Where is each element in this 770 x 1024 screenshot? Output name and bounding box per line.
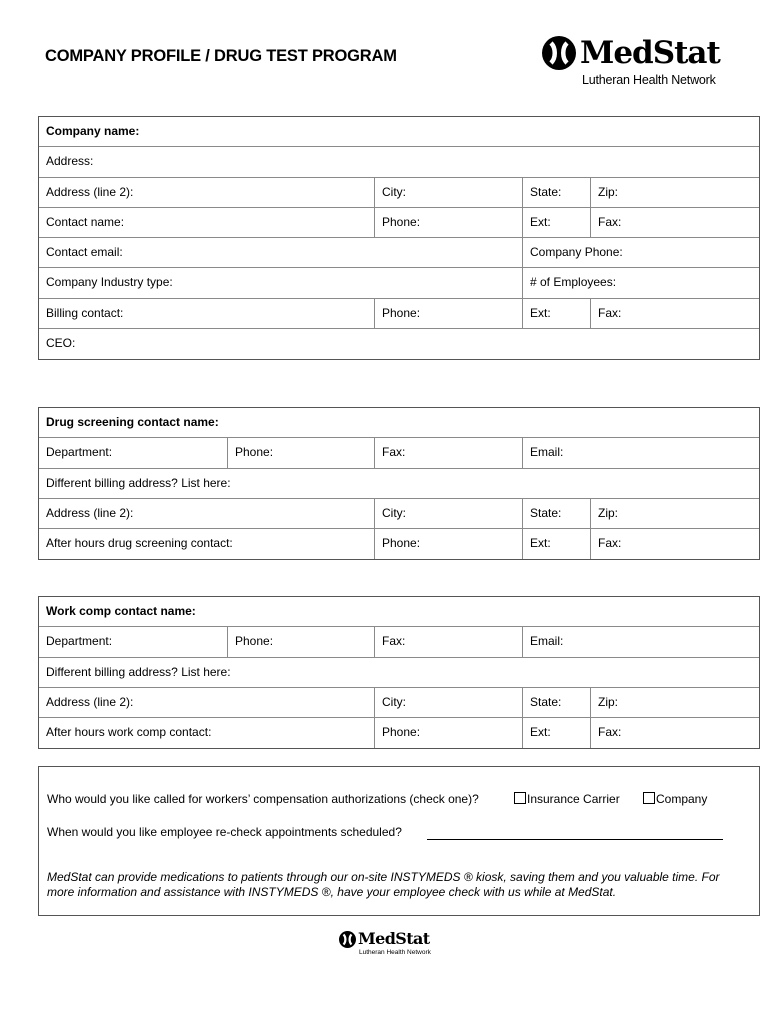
row-drug-billing bbox=[39, 469, 759, 499]
company-option[interactable] bbox=[643, 792, 707, 806]
company-checkbox[interactable] bbox=[643, 792, 655, 804]
work-comp-section bbox=[38, 596, 760, 749]
drug-zip-field[interactable]: Zip: bbox=[590, 499, 759, 528]
fax-field[interactable]: Fax: bbox=[590, 208, 759, 237]
industry-field[interactable]: Company Industry type: bbox=[46, 275, 173, 290]
drug-ah-phone-field[interactable]: Phone: bbox=[374, 529, 522, 559]
row-ceo bbox=[39, 329, 759, 359]
drug-department-field[interactable]: Department: bbox=[46, 445, 113, 460]
drug-ah-fax-field[interactable]: Fax: bbox=[590, 529, 759, 559]
medstat-logo bbox=[540, 34, 730, 90]
drug-after-hours-field[interactable]: After hours drug screening contact: bbox=[46, 536, 233, 551]
wc-billing-field[interactable]: Different billing address? List here: bbox=[46, 664, 231, 679]
wc-fax-field[interactable]: Fax: bbox=[374, 627, 522, 656]
ceo-field[interactable]: CEO: bbox=[46, 336, 76, 351]
company-section bbox=[38, 116, 760, 360]
recheck-question: When would you like employee re-check appointments scheduled? bbox=[47, 825, 402, 839]
insurance-carrier-label: Insurance Carrier bbox=[527, 792, 620, 806]
city-field[interactable]: City: bbox=[374, 178, 522, 207]
billing-contact-field[interactable]: Billing contact: bbox=[46, 305, 124, 320]
row-drug-address2 bbox=[39, 499, 759, 529]
company-name-field[interactable]: Company name: bbox=[46, 124, 140, 138]
logo-subtitle: Lutheran Health Network bbox=[582, 73, 716, 87]
row-industry bbox=[39, 268, 759, 298]
wc-state-field[interactable]: State: bbox=[522, 688, 590, 717]
footer-logo-subtitle: Lutheran Health Network bbox=[359, 949, 431, 956]
state-field[interactable]: State: bbox=[522, 178, 590, 207]
wc-ah-fax-field[interactable]: Fax: bbox=[590, 718, 759, 748]
company-label: Company bbox=[656, 792, 708, 806]
zip-field[interactable]: Zip: bbox=[590, 178, 759, 207]
drug-contact-name-field[interactable]: Drug screening contact name: bbox=[46, 415, 219, 429]
drug-state-field[interactable]: State: bbox=[522, 499, 590, 528]
page-title: COMPANY PROFILE / DRUG TEST PROGRAM bbox=[45, 47, 397, 65]
authorization-question: Who would you like called for workers’ compensation authorizations (check one)? bbox=[47, 792, 479, 806]
wc-ah-phone-field[interactable]: Phone: bbox=[374, 718, 522, 748]
wc-contact-name-field[interactable]: Work comp contact name: bbox=[46, 604, 196, 618]
footer-logo-wordmark: MedStat bbox=[358, 929, 430, 948]
drug-billing-field[interactable]: Different billing address? List here: bbox=[46, 475, 231, 490]
row-company-name bbox=[39, 117, 759, 147]
drug-email-field[interactable]: Email: bbox=[522, 438, 759, 467]
logo-wordmark: MedStat bbox=[580, 35, 720, 71]
phone-field[interactable]: Phone: bbox=[374, 208, 522, 237]
row-address bbox=[39, 147, 759, 177]
wc-phone-field[interactable]: Phone: bbox=[227, 627, 374, 656]
insurance-carrier-checkbox[interactable] bbox=[514, 792, 526, 804]
row-drug-after-hours bbox=[39, 529, 759, 559]
recheck-answer-line[interactable] bbox=[427, 839, 723, 840]
wc-address2-field[interactable]: Address (line 2): bbox=[46, 694, 134, 709]
row-billing bbox=[39, 299, 759, 329]
wc-after-hours-field[interactable]: After hours work comp contact: bbox=[46, 725, 212, 740]
ext-field[interactable]: Ext: bbox=[522, 208, 590, 237]
wc-department-field[interactable]: Department: bbox=[46, 634, 113, 649]
billing-phone-field[interactable]: Phone: bbox=[374, 299, 522, 328]
row-drug-contact bbox=[39, 408, 759, 438]
instymeds-info: MedStat can provide medications to patients through our on-site INSTYMEDS ® kiosk, saving them and you valuable time. For more information and assistance with INSTYMEDS ®, have your employee check with us while at MedStat. bbox=[47, 870, 720, 899]
drug-ah-ext-field[interactable]: Ext: bbox=[522, 529, 590, 559]
authorization-section bbox=[38, 766, 760, 916]
contact-name-field[interactable]: Contact name: bbox=[46, 214, 125, 229]
row-drug-department bbox=[39, 438, 759, 468]
medstat-mark-icon bbox=[542, 36, 576, 70]
footer-medstat-mark-icon bbox=[339, 931, 356, 948]
row-wc-contact bbox=[39, 597, 759, 627]
drug-city-field[interactable]: City: bbox=[374, 499, 522, 528]
row-wc-department bbox=[39, 627, 759, 657]
wc-email-field[interactable]: Email: bbox=[522, 627, 759, 656]
drug-phone-field[interactable]: Phone: bbox=[227, 438, 374, 467]
drug-fax-field[interactable]: Fax: bbox=[374, 438, 522, 467]
footer-logo bbox=[339, 930, 439, 960]
contact-email-field[interactable]: Contact email: bbox=[46, 245, 123, 260]
row-email bbox=[39, 238, 759, 268]
wc-city-field[interactable]: City: bbox=[374, 688, 522, 717]
row-wc-after-hours bbox=[39, 718, 759, 748]
address-field[interactable]: Address: bbox=[46, 154, 94, 169]
billing-ext-field[interactable]: Ext: bbox=[522, 299, 590, 328]
company-phone-field[interactable]: Company Phone: bbox=[522, 238, 759, 267]
insurance-carrier-option[interactable] bbox=[514, 792, 620, 806]
row-address2 bbox=[39, 178, 759, 208]
billing-fax-field[interactable]: Fax: bbox=[590, 299, 759, 328]
row-wc-billing bbox=[39, 658, 759, 688]
row-contact bbox=[39, 208, 759, 238]
row-wc-address2 bbox=[39, 688, 759, 718]
address2-field[interactable]: Address (line 2): bbox=[46, 184, 134, 199]
drug-address2-field[interactable]: Address (line 2): bbox=[46, 505, 134, 520]
employees-field[interactable]: # of Employees: bbox=[522, 268, 759, 297]
wc-zip-field[interactable]: Zip: bbox=[590, 688, 759, 717]
drug-screening-section bbox=[38, 407, 760, 560]
wc-ah-ext-field[interactable]: Ext: bbox=[522, 718, 590, 748]
